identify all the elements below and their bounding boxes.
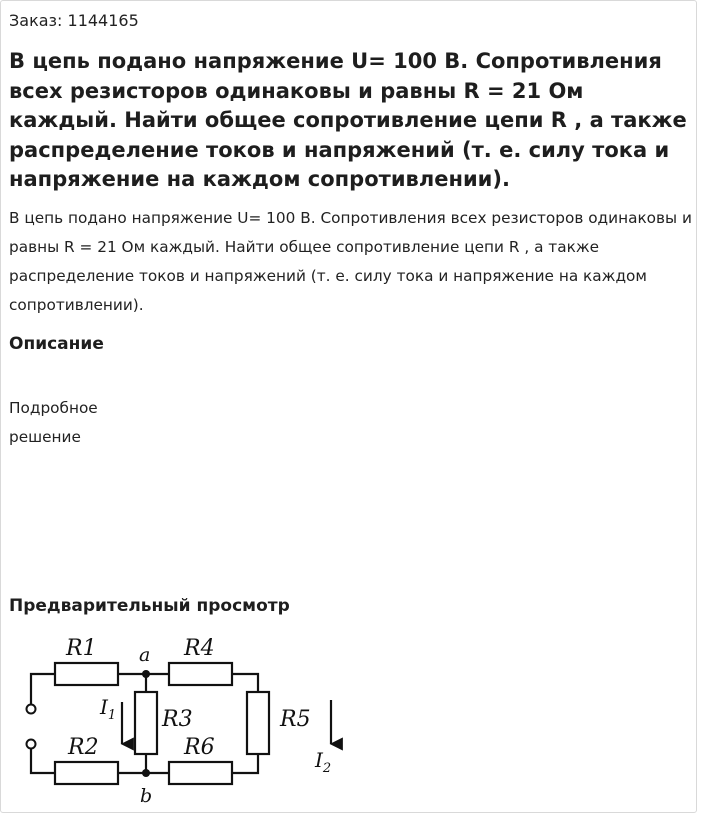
problem-text: В цепь подано напряжение U= 100 В. Сопротивления всех резисторов одинаковы и равны R = 21 Ом каждый. Найти общее сопротивление цепи R , а также распределение токов и напряжений (т. е. силу тока и напряжение на каждом сопротивлении).	[9, 209, 692, 314]
label-i2-sub: 2	[322, 761, 332, 776]
resistor-r1	[55, 663, 118, 685]
wire-r6-to-r5	[232, 754, 258, 773]
label-r6: R6	[184, 735, 215, 760]
label-node-a: a	[139, 644, 151, 666]
label-i1-sub: 1	[107, 708, 117, 723]
order-number: Заказ: 1144165	[9, 11, 139, 30]
label-i1-main: I	[100, 695, 108, 719]
node-a-dot	[142, 670, 150, 678]
description-line-2: решение	[9, 428, 81, 446]
problem-title: В цепь подано напряжение U= 100 В. Сопротивления всех резисторов одинаковы и равны R = 21 Ом каждый. Найти общее сопротивление цепи R , а также распределение токов и напряжений (т. е. силу тока и напряжение на каждом сопротивлении).	[9, 49, 687, 191]
description-heading: Описание	[9, 334, 104, 354]
resistor-r2	[55, 762, 118, 784]
resistor-r5	[247, 692, 269, 754]
label-r5: R5	[280, 707, 311, 732]
resistor-r3	[135, 692, 157, 754]
wire-r4-to-r5	[232, 674, 258, 692]
label-i1	[99, 695, 116, 723]
description-text	[9, 394, 98, 452]
wire-left-top	[31, 674, 55, 706]
terminal-bottom	[27, 740, 36, 749]
resistor-r6	[169, 762, 232, 784]
terminal-top	[27, 705, 36, 714]
label-r1: R1	[66, 636, 97, 661]
label-r4: R4	[184, 636, 215, 661]
label-i2	[314, 748, 331, 776]
node-b-dot	[142, 769, 150, 777]
description-line-1: Подробное	[9, 399, 98, 417]
label-r3: R3	[162, 707, 193, 732]
preview-heading: Предварительный просмотр	[9, 596, 290, 616]
circuit-diagram	[0, 630, 360, 815]
label-r2: R2	[68, 735, 99, 760]
wire-left-bottom	[31, 747, 55, 773]
label-i2-main: I	[315, 748, 323, 772]
label-node-b: b	[140, 785, 153, 807]
resistor-r4	[169, 663, 232, 685]
